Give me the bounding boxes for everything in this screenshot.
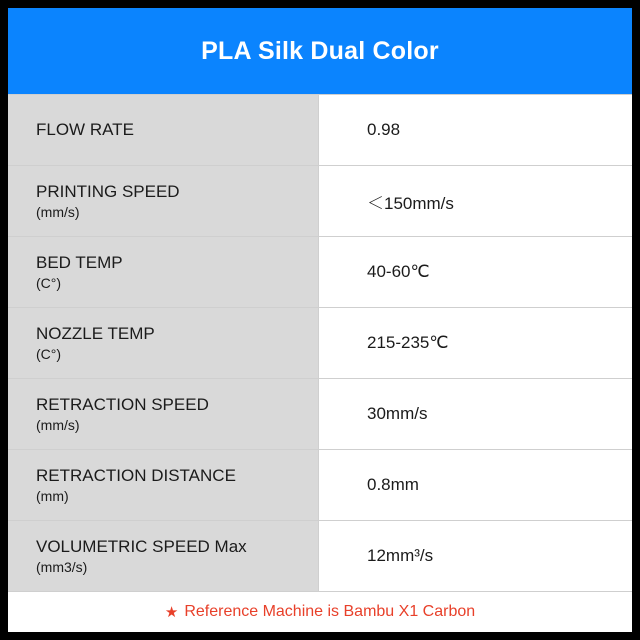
row-unit: (mm3/s) xyxy=(36,559,88,576)
row-value-cell xyxy=(319,237,632,307)
row-value: 40-60℃ xyxy=(367,262,430,281)
row-label: NOZZLE TEMP xyxy=(36,323,155,343)
row-label-cell xyxy=(8,521,319,591)
table-row xyxy=(8,379,632,450)
row-label: FLOW RATE xyxy=(36,119,134,139)
row-value: 0.8mm xyxy=(367,475,419,494)
row-label: RETRACTION DISTANCE xyxy=(36,465,236,485)
row-value: ＜150mm/s xyxy=(367,193,454,213)
row-unit: (mm/s) xyxy=(36,417,80,434)
table-row xyxy=(8,166,632,237)
row-label-cell xyxy=(8,379,319,449)
row-unit: (mm) xyxy=(36,488,69,505)
row-label-cell xyxy=(8,166,319,236)
star-icon: ★ xyxy=(164,603,179,621)
row-label-cell xyxy=(8,237,319,307)
table-row xyxy=(8,450,632,521)
row-value: 30mm/s xyxy=(367,404,428,423)
row-label: PRINTING SPEED xyxy=(36,181,180,201)
footer-text: Reference Machine is Bambu X1 Carbon xyxy=(184,603,476,620)
table-row xyxy=(8,95,632,166)
card-header xyxy=(8,8,632,94)
row-value-cell xyxy=(319,95,632,165)
row-label: BED TEMP xyxy=(36,252,123,272)
page-title: PLA Silk Dual Color xyxy=(201,36,439,65)
table-row xyxy=(8,237,632,308)
row-value-cell xyxy=(319,166,632,236)
row-value-cell xyxy=(319,450,632,520)
table-row xyxy=(8,521,632,591)
row-unit: (C°) xyxy=(36,346,62,363)
row-value: 12mm³/s xyxy=(367,546,434,565)
row-label-cell xyxy=(8,450,319,520)
row-unit: (C°) xyxy=(36,275,62,292)
row-value-cell xyxy=(319,521,632,591)
spec-table xyxy=(8,94,632,591)
row-label-cell xyxy=(8,95,319,165)
spec-card xyxy=(8,8,632,632)
row-value-cell xyxy=(319,308,632,378)
row-label: VOLUMETRIC SPEED Max xyxy=(36,536,247,556)
footer-note xyxy=(8,591,632,632)
row-value: 215-235℃ xyxy=(367,333,449,352)
row-label: RETRACTION SPEED xyxy=(36,394,209,414)
table-row xyxy=(8,308,632,379)
row-value-cell xyxy=(319,379,632,449)
row-value: 0.98 xyxy=(367,120,401,139)
row-unit: (mm/s) xyxy=(36,204,80,221)
row-label-cell xyxy=(8,308,319,378)
